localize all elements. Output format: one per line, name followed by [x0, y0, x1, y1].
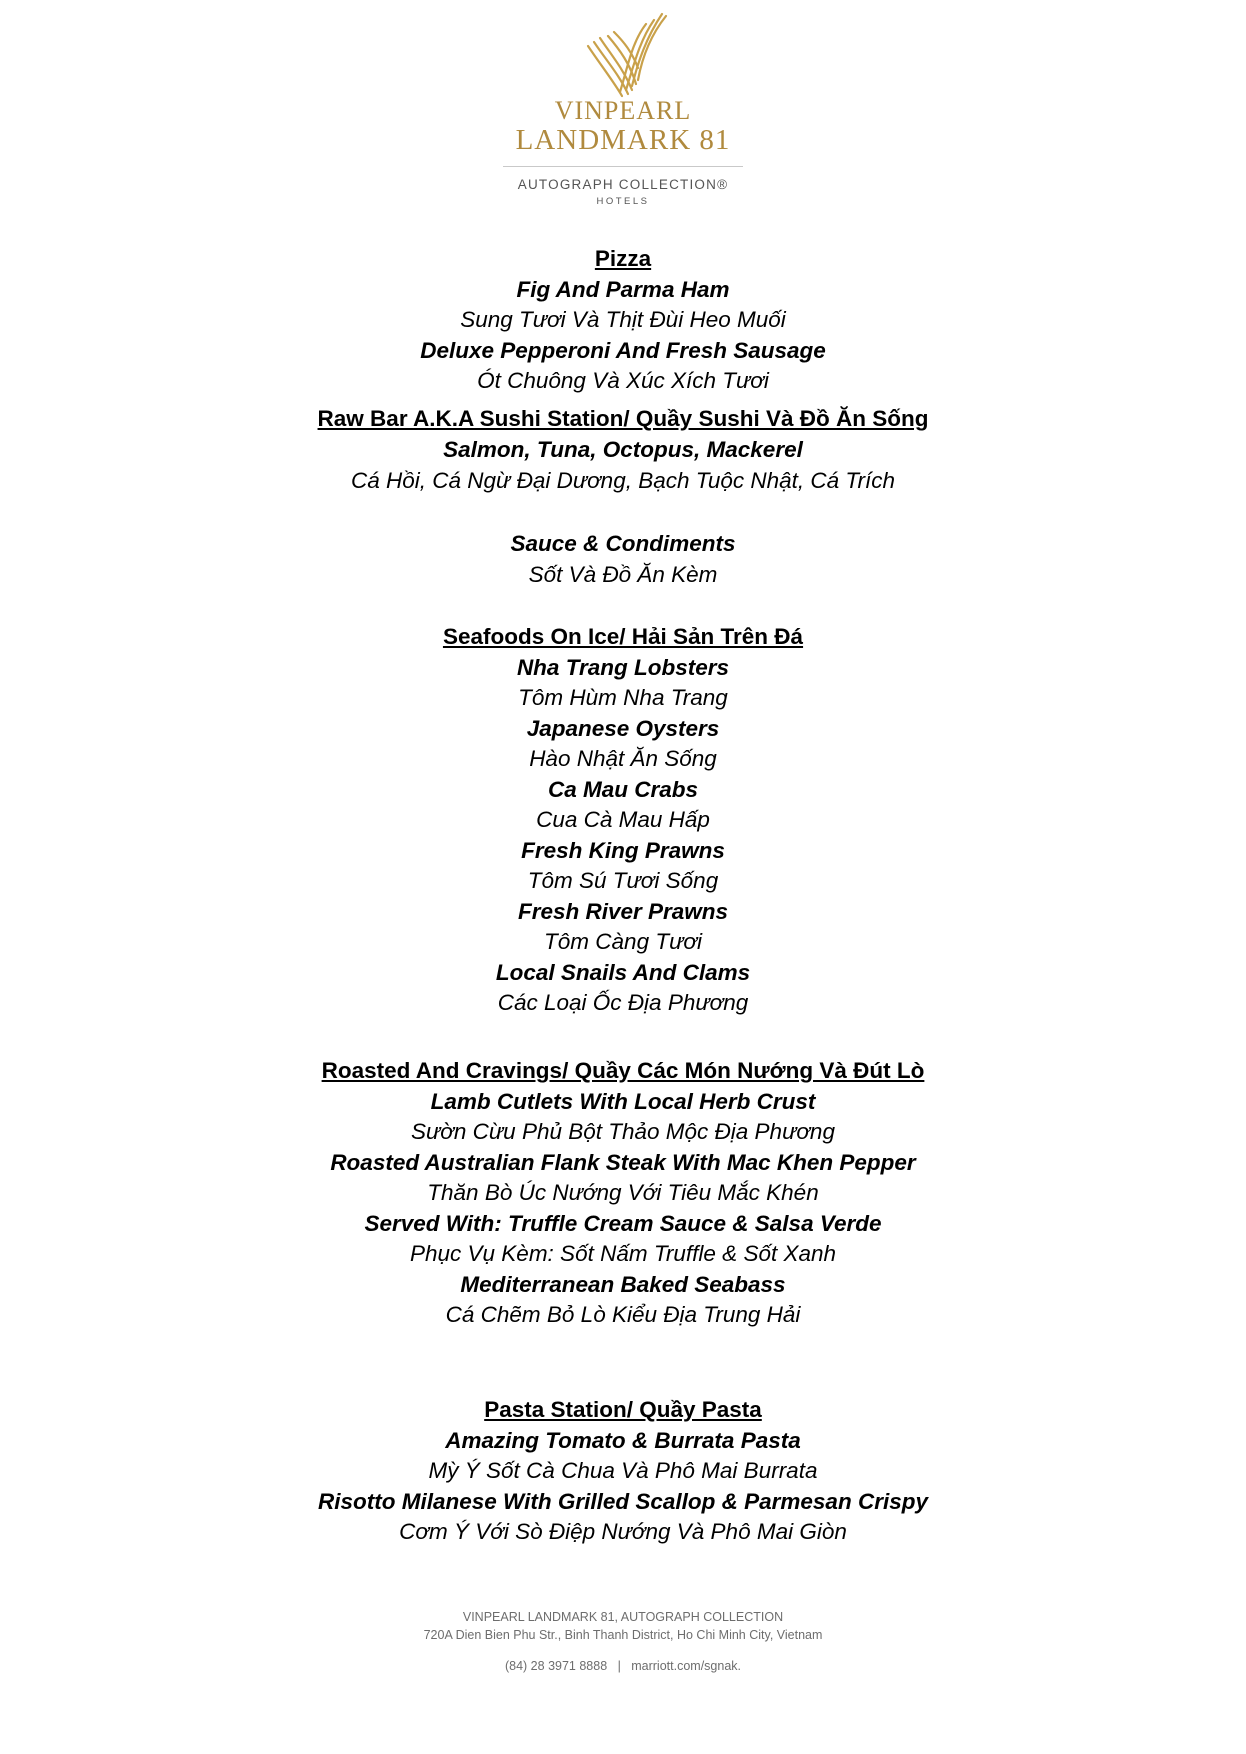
dish-name-en: Ca Mau Crabs [547, 776, 699, 802]
section-heading: Seafoods On Ice/ Hải Sản Trên Đá [442, 624, 804, 649]
dish-name-en: Deluxe Pepperoni And Fresh Sausage [420, 337, 826, 363]
hotel-logo [0, 0, 1246, 215]
logo-line-2: LANDMARK 81 [515, 124, 731, 156]
dish-name-en: Fig And Parma Ham [516, 276, 730, 302]
section-pasta [0, 1395, 1246, 1548]
section-heading: Roasted And Cravings/ Quầy Các Món Nướng Và Đút Lò [321, 1058, 925, 1083]
dish-name-vi: Ót Chuông Và Xúc Xích Tươi [477, 368, 769, 393]
section-seafood [0, 622, 1246, 1019]
dish-name-vi: Mỳ Ý Sốt Cà Chua Và Phô Mai Burrata [428, 1458, 818, 1483]
dish-name-vi: Sườn Cừu Phủ Bột Thảo Mộc Địa Phương [411, 1119, 835, 1144]
section-heading: Pasta Station/ Quầy Pasta [484, 1397, 762, 1422]
dish-name-en: Mediterranean Baked Seabass [460, 1271, 786, 1297]
logo-divider [503, 166, 743, 167]
footer-contact: (84) 28 3971 8888 | marriott.com/sgnak. [504, 1659, 741, 1673]
dish-name-vi: Sốt Và Đồ Ăn Kèm [528, 561, 718, 587]
section-heading: Pizza [594, 246, 652, 271]
dish-name-en: Nha Trang Lobsters [516, 654, 730, 680]
dish-name-en: Sauce & Condiments [510, 531, 736, 556]
dish-name-vi: Tôm Càng Tươi [544, 929, 702, 954]
dish-name-en: Local Snails And Clams [495, 959, 751, 985]
dish-name-en: Japanese Oysters [526, 715, 720, 741]
dish-name-vi: Hào Nhật Ăn Sống [529, 746, 717, 771]
dish-name-vi: Các Loại Ốc Địa Phương [497, 990, 749, 1015]
dish-name-en: Risotto Milanese With Grilled Scallop & Parmesan Crispy [318, 1488, 928, 1514]
dish-name-en: Fresh King Prawns [521, 837, 725, 863]
dish-name-vi: Sung Tươi Và Thịt Đùi Heo Muối [460, 307, 786, 332]
dish-name-vi: Thăn Bò Úc Nướng Với Tiêu Mắc Khén [427, 1180, 819, 1205]
dish-name-vi: Cá Hồi, Cá Ngừ Đại Dương, Bạch Tuộc Nhật, Cá Trích [351, 467, 895, 493]
dish-name-vi: Cá Chẽm Bỏ Lò Kiểu Địa Trung Hải [445, 1302, 801, 1327]
section-sauce [0, 529, 1246, 590]
dish-name-en: Amazing Tomato & Burrata Pasta [445, 1427, 801, 1453]
section-heading: Raw Bar A.K.A Sushi Station/ Quầy Sushi Và Đồ Ăn Sống [317, 406, 929, 431]
dish-name-en: Salmon, Tuna, Octopus, Mackerel [443, 436, 803, 462]
logo-line-1: VINPEARL [554, 96, 692, 125]
dish-name-vi: Tôm Sú Tươi Sống [527, 868, 719, 893]
dish-name-en: Served With: Truffle Cream Sauce & Salsa Verde [364, 1210, 882, 1236]
dish-name-vi: Phục Vụ Kèm: Sốt Nấm Truffle & Sốt Xanh [409, 1241, 837, 1266]
dish-name-en: Roasted Australian Flank Steak With Mac Khen Pepper [330, 1149, 916, 1175]
dish-name-en: Fresh River Prawns [517, 898, 729, 924]
dish-name-vi: Tôm Hùm Nha Trang [518, 685, 728, 710]
dish-name-vi: Cua Cà Mau Hấp [536, 807, 710, 832]
logo-line-4: HOTELS [596, 196, 650, 207]
section-pizza [0, 244, 1246, 397]
section-roasted [0, 1056, 1246, 1331]
footer-hotel-name: VINPEARL LANDMARK 81, AUTOGRAPH COLLECTION [462, 1610, 784, 1624]
logo-line-3: AUTOGRAPH COLLECTION® [517, 177, 729, 192]
footer-address: 720A Dien Bien Phu Str., Binh Thanh District, Ho Chi Minh City, Vietnam [423, 1628, 823, 1642]
golden-wing-icon [580, 6, 670, 101]
dish-name-en: Lamb Cutlets With Local Herb Crust [430, 1088, 816, 1114]
section-raw-bar-translation [0, 435, 1246, 496]
dish-name-vi: Cơm Ý Với Sò Điệp Nướng Và Phô Mai Giòn [399, 1519, 847, 1544]
